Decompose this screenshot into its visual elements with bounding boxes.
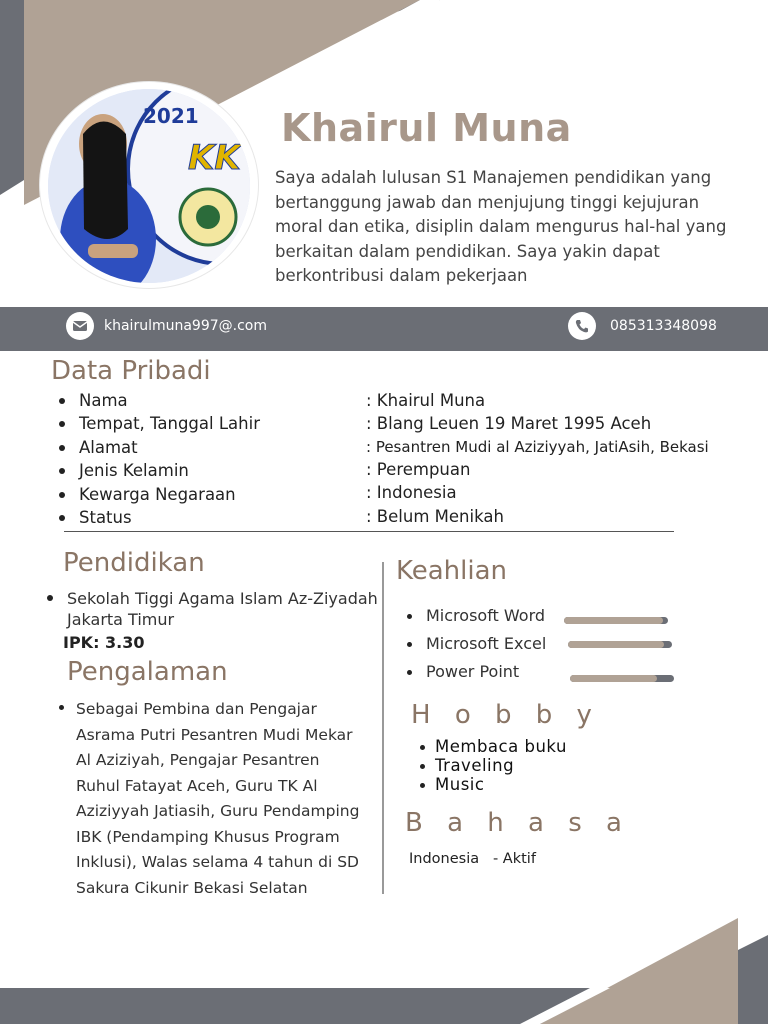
hobby-item: Membaca buku <box>435 737 567 756</box>
hobby-title: H o b b y <box>411 700 600 730</box>
language-title: B a h a s a <box>405 808 630 838</box>
profile-photo-image <box>48 89 250 283</box>
skill-bar-fill <box>570 675 657 682</box>
bullet <box>59 445 65 451</box>
hobby-item: Music <box>435 775 485 794</box>
skill-bar <box>570 675 674 682</box>
skill-bar <box>564 617 668 624</box>
section-divider <box>64 531 674 532</box>
bullet <box>47 595 53 601</box>
personal-label: Kewarga Negaraan <box>79 485 236 504</box>
bullet <box>59 492 65 498</box>
personal-label: Alamat <box>79 438 138 457</box>
education-school-location: Jakarta Timur <box>67 610 175 629</box>
personal-label: Tempat, Tanggal Lahir <box>79 414 260 433</box>
bullet <box>407 642 412 647</box>
personal-value: : Pesantren Mudi al Aziziyyah, JatiAsih, Bekasi <box>366 438 709 456</box>
education-school: Sekolah Tiggi Agama Islam Az-Ziyadah <box>67 589 378 608</box>
personal-label: Status <box>79 508 132 527</box>
skill-label: Microsoft Word <box>426 606 546 625</box>
personal-value: : Perempuan <box>366 460 471 479</box>
personal-label: Jenis Kelamin <box>79 461 189 480</box>
education-ipk: IPK: 3.30 <box>63 633 145 652</box>
hobby-item: Traveling <box>435 756 515 775</box>
contact-email[interactable]: khairulmuna997@.com <box>104 318 268 334</box>
bullet <box>59 398 65 404</box>
skill-bar-fill <box>564 617 663 624</box>
experience-line: Ruhul Fatayat Aceh, Guru TK Al <box>76 776 318 795</box>
skill-label: Power Point <box>426 662 520 681</box>
personal-data-title: Data Pribadi <box>51 356 211 386</box>
experience-description <box>76 697 359 901</box>
education-title: Pendidikan <box>63 548 205 578</box>
experience-line: Sebagai Pembina dan Pengajar <box>76 700 317 718</box>
bullet <box>59 468 65 474</box>
skills-title: Keahlian <box>396 556 508 586</box>
personal-label: Nama <box>79 391 128 410</box>
contact-phone[interactable]: 085313348098 <box>610 318 717 334</box>
experience-line: Inklusi), Walas selama 4 tahun di SD <box>76 853 359 871</box>
personal-value: : Indonesia <box>366 483 457 502</box>
experience-line: Sakura Cikunir Bekasi Selatan <box>76 878 308 897</box>
skill-bar-fill <box>568 641 664 648</box>
bullet <box>407 670 412 675</box>
bullet <box>59 705 64 710</box>
bullet <box>420 764 425 769</box>
bullet <box>407 614 412 619</box>
bullet <box>59 515 65 521</box>
bullet <box>420 783 425 788</box>
personal-value: : Khairul Muna <box>366 391 486 410</box>
phone-icon <box>568 312 596 340</box>
skill-label: Microsoft Excel <box>426 634 547 653</box>
bullet <box>420 745 425 750</box>
profile-summary: Saya adalah lulusan S1 Manajemen pendidikan yang bertanggung jawab dan menjujung tinggi kejujuran moral dan etika, disiplin dalam mengurus hal-hal yang berkaitan dalam pendidikan. Saya yakin dapat berkontribusi dalam pekerjaan <box>275 168 727 285</box>
experience-title: Pengalaman <box>67 657 228 687</box>
mail-icon <box>66 312 94 340</box>
experience-line: Aziziyyah Jatiasih, Guru Pendamping <box>76 802 360 820</box>
column-divider <box>382 562 384 894</box>
personal-value: : Blang Leuen 19 Maret 1995 Aceh <box>366 414 652 433</box>
skill-bar <box>568 641 672 648</box>
personal-value: : Belum Menikah <box>366 507 504 526</box>
profile-photo <box>40 82 258 288</box>
experience-line: IBK (Pendamping Khusus Program <box>76 827 340 846</box>
language-item: Indonesia - Aktif <box>409 851 536 867</box>
banner-text: KK <box>188 138 241 178</box>
experience-line: Al Aziziyah, Pengajar Pesantren <box>76 751 320 769</box>
banner-year: 2021 <box>143 104 199 128</box>
person-name: Khairul Muna <box>281 106 572 150</box>
experience-line: Asrama Putri Pesantren Mudi Mekar <box>76 725 353 744</box>
bullet <box>59 421 65 427</box>
